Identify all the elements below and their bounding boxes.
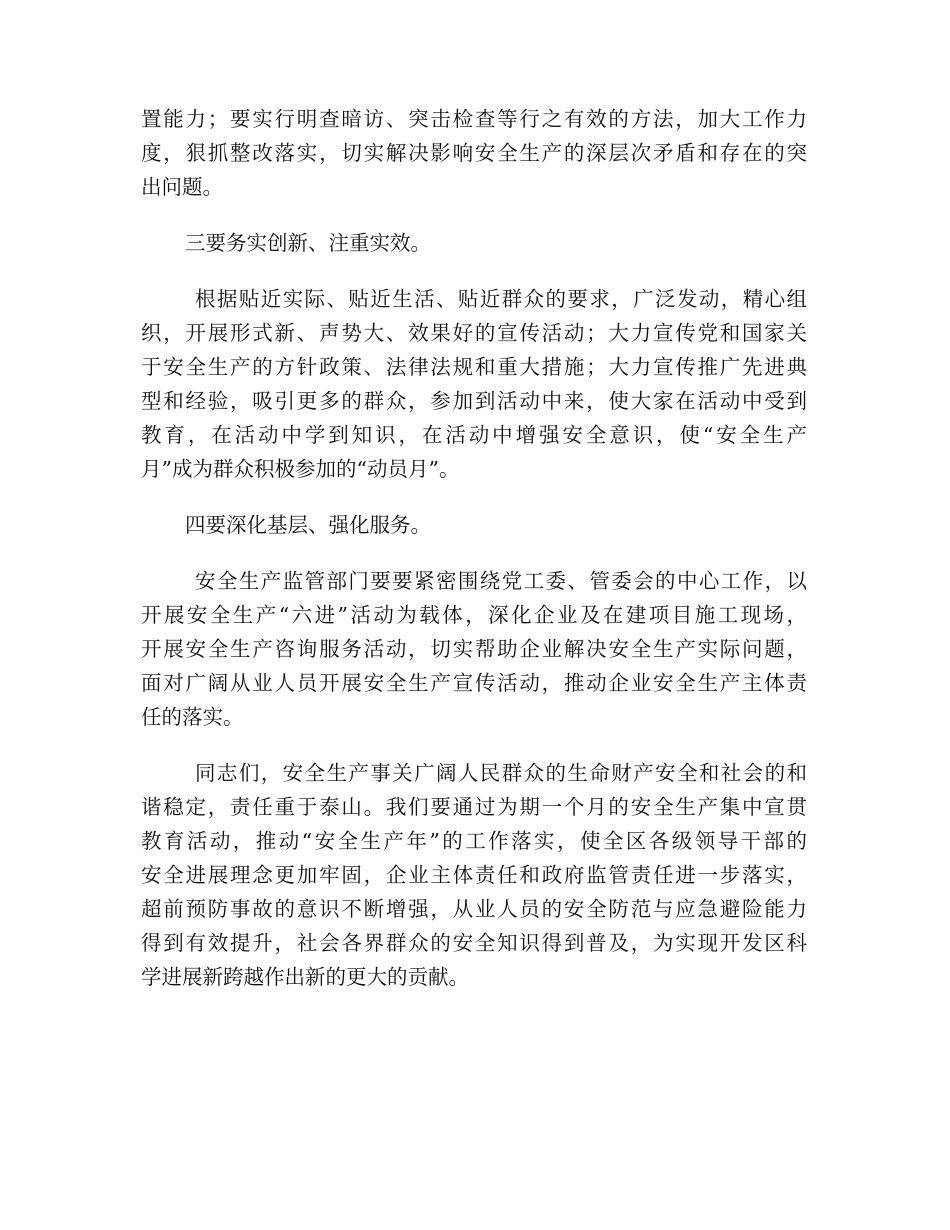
text-line: 谐稳定，责任重于泰山。我们要通过为期一个月的安全生产集中宣贯 [141, 795, 807, 819]
text-line: 置能力；要实行明查暗访、突击检查等行之有效的方法，加大工作力 [141, 107, 807, 131]
text-line: 度，狠抓整改落实，切实解决影响安全生产的深层次矛盾和存在的突 [141, 141, 807, 165]
document-body [141, 102, 807, 994]
paragraph-closing [141, 756, 807, 994]
text-line: 开展安全生产咨询服务活动，切实帮助企业解决安全生产实际问题， [141, 637, 807, 661]
paragraph-service [141, 564, 807, 734]
text-line: 于安全生产的方针政策、法律法规和重大措施；大力宣传推广先进典 [141, 355, 807, 379]
text-line: 同志们，安全生产事关广阔人民群众的生命财产安全和社会的和 [195, 761, 807, 785]
text-line: 教育活动，推动“安全生产年”的工作落实，使全区各级领导干部的 [141, 829, 807, 853]
text-line: 超前预防事故的意识不断增强，从业人员的安全防范与应急避险能力 [141, 897, 807, 921]
paragraph-publicity [141, 282, 807, 486]
text-line: 出问题。 [141, 175, 223, 199]
text-line: 月”成为群众积极参加的“动员月”。 [141, 457, 460, 481]
text-line: 任的落实。 [141, 705, 244, 729]
section-heading-3: 三要务实创新、注重实效。 [185, 231, 431, 255]
text-line: 织，开展形式新、声势大、效果好的宣传活动；大力宣传党和国家关 [141, 321, 807, 345]
text-line: 开展安全生产“六进”活动为载体，深化企业及在建项目施工现场， [141, 603, 807, 627]
text-line: 安全进展理念更加牢固，企业主体责任和政府监管责任进一步落实， [141, 863, 807, 887]
text-line: 学进展新跨越作出新的更大的贡献。 [141, 965, 469, 989]
text-line: 面对广阔从业人员开展安全生产宣传活动，推动企业安全生产主体责 [141, 671, 807, 695]
text-line: 安全生产监管部门要要紧密围绕党工委、管委会的中心工作，以 [195, 569, 807, 593]
text-line: 型和经验，吸引更多的群众，参加到活动中来，使大家在活动中受到 [141, 389, 807, 413]
paragraph-continued [141, 102, 807, 204]
text-line: 教育，在活动中学到知识，在活动中增强安全意识，使“安全生产 [141, 423, 807, 447]
text-line: 根据贴近实际、贴近生活、贴近群众的要求，广泛发动，精心组 [195, 287, 807, 311]
text-line: 得到有效提升，社会各界群众的安全知识得到普及，为实现开发区科 [141, 931, 807, 955]
section-heading-4: 四要深化基层、强化服务。 [185, 513, 431, 537]
